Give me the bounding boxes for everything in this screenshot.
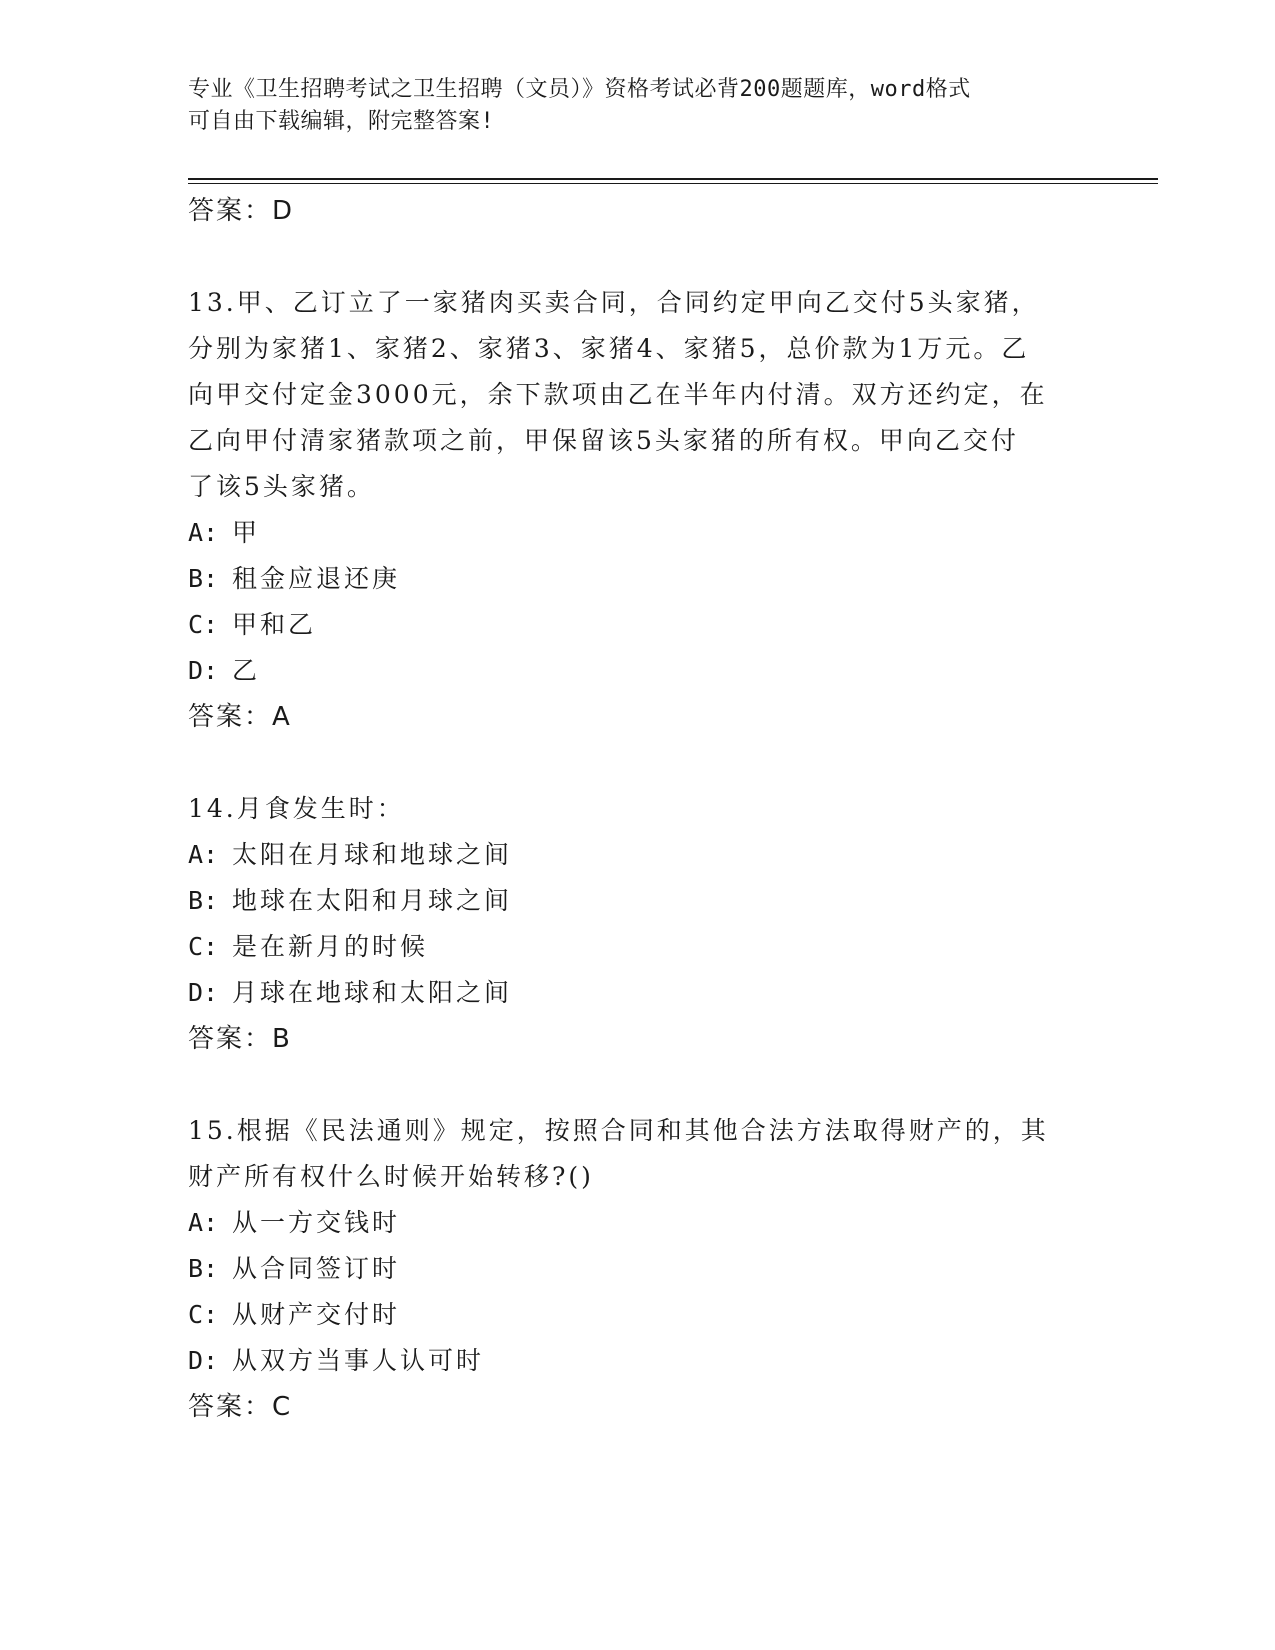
option-text: 从合同签订时 (232, 1254, 401, 1283)
option-d (188, 648, 1088, 694)
question-13 (188, 280, 1088, 740)
option-text: 乙 (232, 656, 261, 685)
answer-value: C (272, 1392, 293, 1422)
option-c (188, 602, 1088, 648)
question-text (188, 786, 1088, 832)
question-line: 乙向甲付清家猪款项之前，甲保留该5头家猪的所有权。甲向乙交付 (188, 426, 1019, 455)
option-text: 从一方交钱时 (232, 1208, 401, 1237)
option-letter: B: (188, 1254, 219, 1283)
option-c (188, 1292, 1088, 1338)
question-line: 15.根据《民法通则》规定，按照合同和其他合法方法取得财产的，其 (188, 1116, 1049, 1145)
spacer (188, 1062, 1088, 1108)
question-line: 13.甲、乙订立了一家猪肉买卖合同，合同约定甲向乙交付5头家猪， (188, 288, 1040, 317)
header-line-1: 专业《卫生招聘考试之卫生招聘（文员）》资格考试必背200题题库，word格式 (188, 77, 971, 102)
question-list (188, 188, 1088, 1430)
option-letter: C: (188, 610, 219, 639)
option-a (188, 832, 1088, 878)
option-text: 从双方当事人认可时 (232, 1346, 485, 1375)
option-text: 是在新月的时候 (232, 932, 429, 961)
option-a (188, 510, 1088, 556)
option-b (188, 878, 1088, 924)
option-d (188, 1338, 1088, 1384)
question-15 (188, 1108, 1088, 1430)
option-letter: D: (188, 1346, 219, 1375)
answer-value: D (272, 196, 295, 226)
option-text: 从财产交付时 (232, 1300, 401, 1329)
answer-label: 答案： (188, 1392, 273, 1422)
option-b (188, 1246, 1088, 1292)
option-c (188, 924, 1088, 970)
option-text: 租金应退还庚 (232, 564, 401, 593)
answer-line (188, 1016, 1088, 1062)
answer-line (188, 694, 1088, 740)
option-letter: C: (188, 1300, 219, 1329)
question-line: 财产所有权什么时候开始转移?() (188, 1162, 594, 1191)
header-rule-thick (188, 178, 1158, 180)
question-line: 分别为家猪1、家猪2、家猪3、家猪4、家猪5，总价款为1万元。乙 (188, 334, 1030, 363)
option-d (188, 970, 1088, 1016)
answer-line (188, 1384, 1088, 1430)
spacer (188, 740, 1088, 786)
option-letter: B: (188, 564, 219, 593)
option-b (188, 556, 1088, 602)
option-text: 甲 (232, 518, 261, 547)
option-text: 地球在太阳和月球之间 (232, 886, 513, 915)
option-letter: A: (188, 840, 219, 869)
question-text (188, 280, 1088, 510)
document-header (188, 74, 1088, 138)
option-letter: B: (188, 886, 219, 915)
option-text: 月球在地球和太阳之间 (232, 978, 513, 1007)
option-letter: A: (188, 518, 219, 547)
answer-value: A (272, 702, 292, 732)
answer-line (188, 188, 1088, 234)
spacer (188, 234, 1088, 280)
option-letter: A: (188, 1208, 219, 1237)
answer-label: 答案： (188, 702, 273, 732)
option-letter: C: (188, 932, 219, 961)
answer-label: 答案： (188, 196, 273, 226)
question-line: 向甲交付定金3000元，余下款项由乙在半年内付清。双方还约定，在 (188, 380, 1048, 409)
question-text (188, 1108, 1088, 1200)
option-a (188, 1200, 1088, 1246)
option-letter: D: (188, 656, 219, 685)
header-line-2: 可自由下载编辑，附完整答案! (188, 109, 495, 134)
question-line: 了该5头家猪。 (188, 472, 375, 501)
header-rule-thin (188, 183, 1158, 184)
question-14 (188, 786, 1088, 1062)
question-line: 14.月食发生时： (188, 794, 405, 823)
option-text: 甲和乙 (232, 610, 317, 639)
option-letter: D: (188, 978, 219, 1007)
option-text: 太阳在月球和地球之间 (232, 840, 513, 869)
answer-label: 答案： (188, 1024, 273, 1054)
answer-value: B (272, 1024, 292, 1054)
